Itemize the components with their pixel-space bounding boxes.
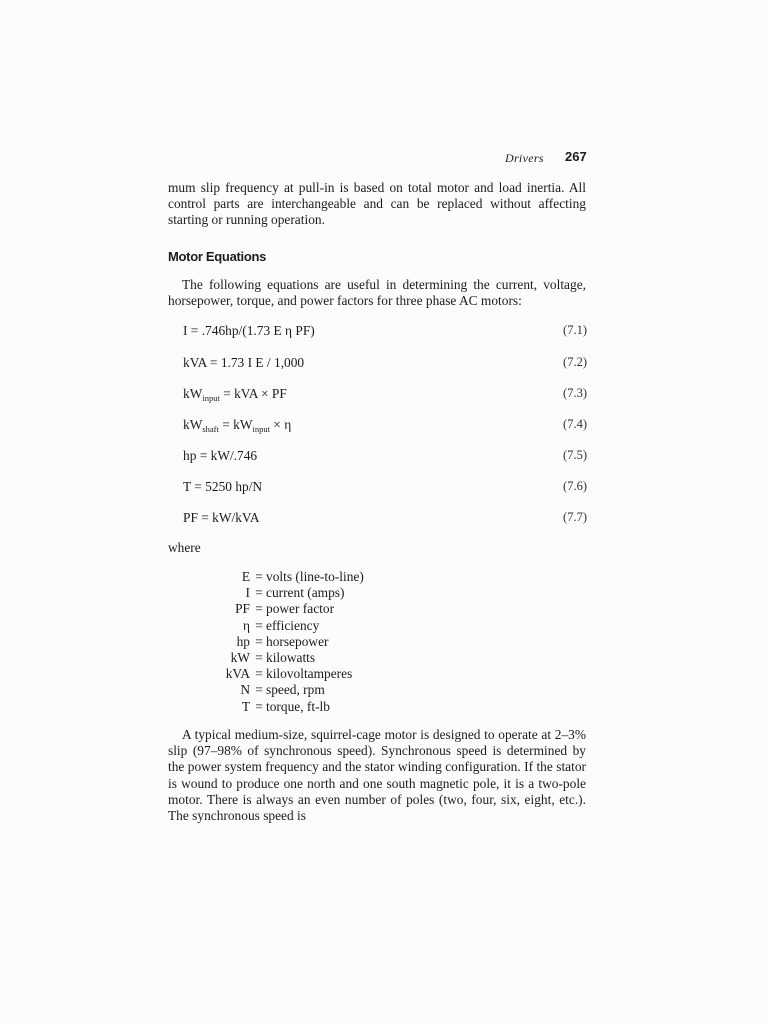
equals-sign: =	[255, 585, 263, 601]
continuation-paragraph: mum slip frequency at pull-in is based on total motor and load inertia. All control parts are interchangeable and can be replaced without affecting starting or running operation.	[168, 180, 586, 228]
definition-meaning: horsepower	[266, 633, 329, 649]
equation-expression: hp = kW/.746	[183, 448, 258, 463]
definition-item	[168, 618, 408, 634]
equation-number: (7.6)	[563, 479, 587, 493]
section-heading: Motor Equations	[168, 249, 267, 264]
equals-sign: =	[255, 682, 263, 698]
equation-expression: kVA = 1.73 I E / 1,000	[183, 355, 305, 370]
definition-meaning: kilowatts	[266, 649, 316, 665]
equals-sign: =	[255, 569, 263, 584]
definition-symbol: η	[242, 617, 250, 633]
closing-paragraph: A typical medium-size, squirrel-cage motor is designed to operate at 2–3% slip (97–98% of synchronous speed). Synchronous speed is determined by the power system frequency and the stator winding configuration. If the stator is wound to produce one north and one south magnetic pole, it is a two-pole motor. There is always an even number of poles (two, four, six, eight, etc.). The synchronous speed is	[168, 727, 586, 824]
definition-item	[168, 699, 408, 715]
equation-7-2	[183, 355, 587, 373]
equals-sign: =	[255, 698, 263, 714]
equation-number: (7.2)	[563, 355, 587, 369]
definition-item	[168, 650, 408, 666]
equation-number: (7.1)	[563, 323, 587, 337]
definition-item	[168, 585, 408, 601]
equals-sign: =	[255, 617, 263, 633]
definition-meaning: torque, ft-lb	[266, 698, 330, 714]
definition-symbol: N	[240, 682, 250, 698]
equals-sign: =	[255, 666, 263, 682]
equation-expression: I = .746hp/(1.73 E η PF)	[183, 323, 315, 338]
definition-meaning: volts (line-to-line)	[266, 569, 364, 584]
definition-symbol: PF	[235, 601, 250, 617]
definition-symbol: kVA	[225, 666, 250, 682]
definition-item	[168, 569, 408, 585]
definition-symbol: T	[241, 698, 250, 714]
equation-number: (7.4)	[563, 417, 587, 431]
equation-7-7	[183, 510, 587, 528]
definition-meaning: speed, rpm	[266, 682, 325, 698]
definitions-list	[168, 569, 408, 715]
equation-expression: $kW_{input}$ = kVA × PF	[183, 386, 287, 403]
definition-meaning: power factor	[266, 601, 335, 617]
equation-7-6	[183, 479, 587, 497]
definition-symbol: kW	[230, 649, 250, 665]
equation-number: (7.7)	[563, 510, 587, 524]
definition-symbol: I	[245, 585, 250, 601]
definition-item	[168, 601, 408, 617]
definition-item	[168, 666, 408, 682]
equals-sign: =	[255, 633, 263, 649]
definition-symbol: hp	[236, 633, 250, 649]
definition-symbol: E	[241, 569, 250, 584]
equation-7-3	[183, 386, 587, 404]
equation-7-1	[183, 323, 587, 341]
where-label: where	[168, 540, 201, 555]
definition-meaning: current (amps)	[266, 585, 345, 601]
equation-7-4	[183, 417, 587, 435]
equals-sign: =	[255, 649, 263, 665]
definition-meaning: kilovoltamperes	[266, 666, 353, 682]
definition-item	[168, 682, 408, 698]
definition-meaning: efficiency	[266, 617, 320, 633]
page-number: 267	[565, 149, 587, 164]
equals-sign: =	[255, 601, 263, 617]
definition-item	[168, 634, 408, 650]
equation-expression: T = 5250 hp/N	[183, 479, 263, 494]
equation-number: (7.5)	[563, 448, 587, 462]
intro-paragraph: The following equations are useful in determining the current, voltage, horsepower, torque, and power factors for three phase AC motors:	[168, 277, 586, 309]
equation-expression: PF = kW/kVA	[183, 510, 260, 525]
equation-expression: $kW_{shaft} = kW_{input} \times \eta$	[183, 417, 292, 434]
equation-7-5	[183, 448, 587, 466]
equation-number: (7.3)	[563, 386, 587, 400]
running-head: Drivers	[505, 151, 544, 165]
